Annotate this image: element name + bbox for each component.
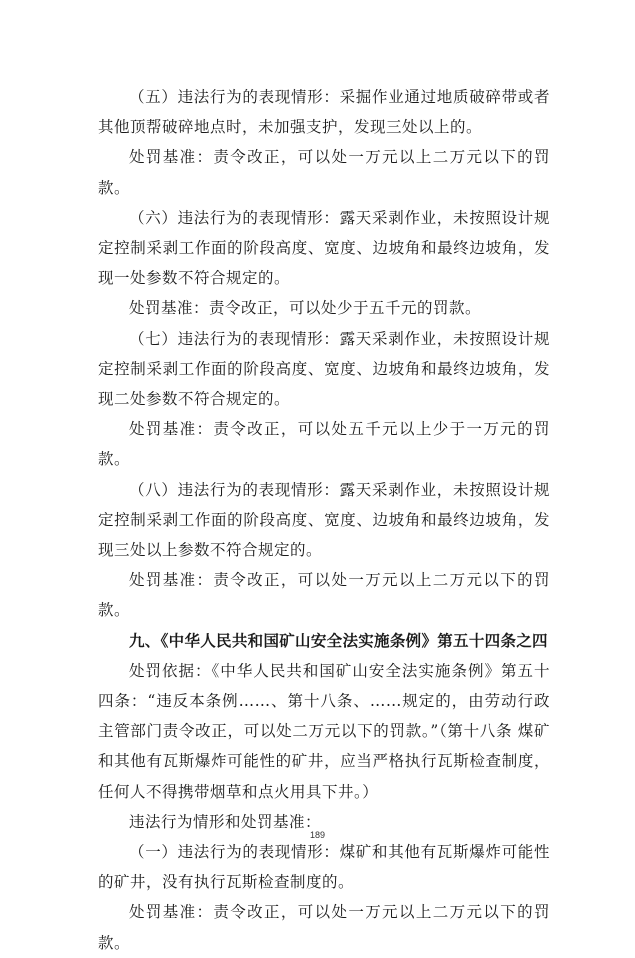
paragraph-item-7-violation: （七）违法行为的表现情形：露天采剥作业，未按照设计规定控制采剥工作面的阶段高度、宽度、边坡角和最终边坡角，发现二处参数不符合规定的。: [98, 329, 550, 409]
paragraph-item-8-violation: （八）违法行为的表现情形：露天采剥作业，未按照设计规定控制采剥工作面的阶段高度、宽度、边坡角和最终边坡角，发现三处以上参数不符合规定的。: [98, 480, 550, 560]
paragraph-item-7-penalty: 处罚基准：责令改正，可以处五千元以上少于一万元的罚款。: [98, 420, 550, 469]
paragraph-item-1-violation: （一）违法行为的表现情形：煤矿和其他有瓦斯爆炸可能性的矿井，没有执行瓦斯检查制度的。: [98, 843, 550, 892]
paragraph-item-1-penalty: 处罚基准：责令改正，可以处一万元以上二万元以下的罚款。: [98, 903, 550, 952]
paragraph-item-5-violation: （五）违法行为的表现情形：采掘作业通过地质破碎带或者其他顶帮破碎地点时，未加强支护，发现三处以上的。: [98, 88, 550, 137]
paragraph-item-5-penalty: 处罚基准：责令改正，可以处一万元以上二万元以下的罚款。: [98, 148, 550, 197]
paragraph-item-6-penalty: 处罚基准：责令改正，可以处少于五千元的罚款。: [129, 299, 482, 318]
paragraph-item-8-penalty: 处罚基准：责令改正，可以处一万元以上二万元以下的罚款。: [98, 571, 550, 620]
section-heading-9: 九、《中华人民共和国矿山安全法实施条例》第五十四条之四: [129, 631, 548, 650]
paragraph-subheading-criteria: 违法行为情形和处罚基准：: [129, 812, 322, 831]
page-body: [98, 82, 550, 958]
page-number: 189: [309, 830, 326, 840]
paragraph-item-6-violation: （六）违法行为的表现情形：露天采剥作业，未按照设计规定控制采剥工作面的阶段高度、宽度、边坡角和最终边坡角，发现一处参数不符合规定的。: [98, 208, 550, 288]
paragraph-legal-basis: 处罚依据：《中华人民共和国矿山安全法实施条例》第五十四条：“违反本条例……、第十八条、……规定的，由劳动行政主管部门责令改正，可以处二万元以下的罚款。”（第十八条 煤矿和其他有瓦斯爆炸可能性的矿井，应当严格执行瓦斯检查制度，任何人不得携带烟草和点火用具下井。）: [98, 661, 550, 801]
